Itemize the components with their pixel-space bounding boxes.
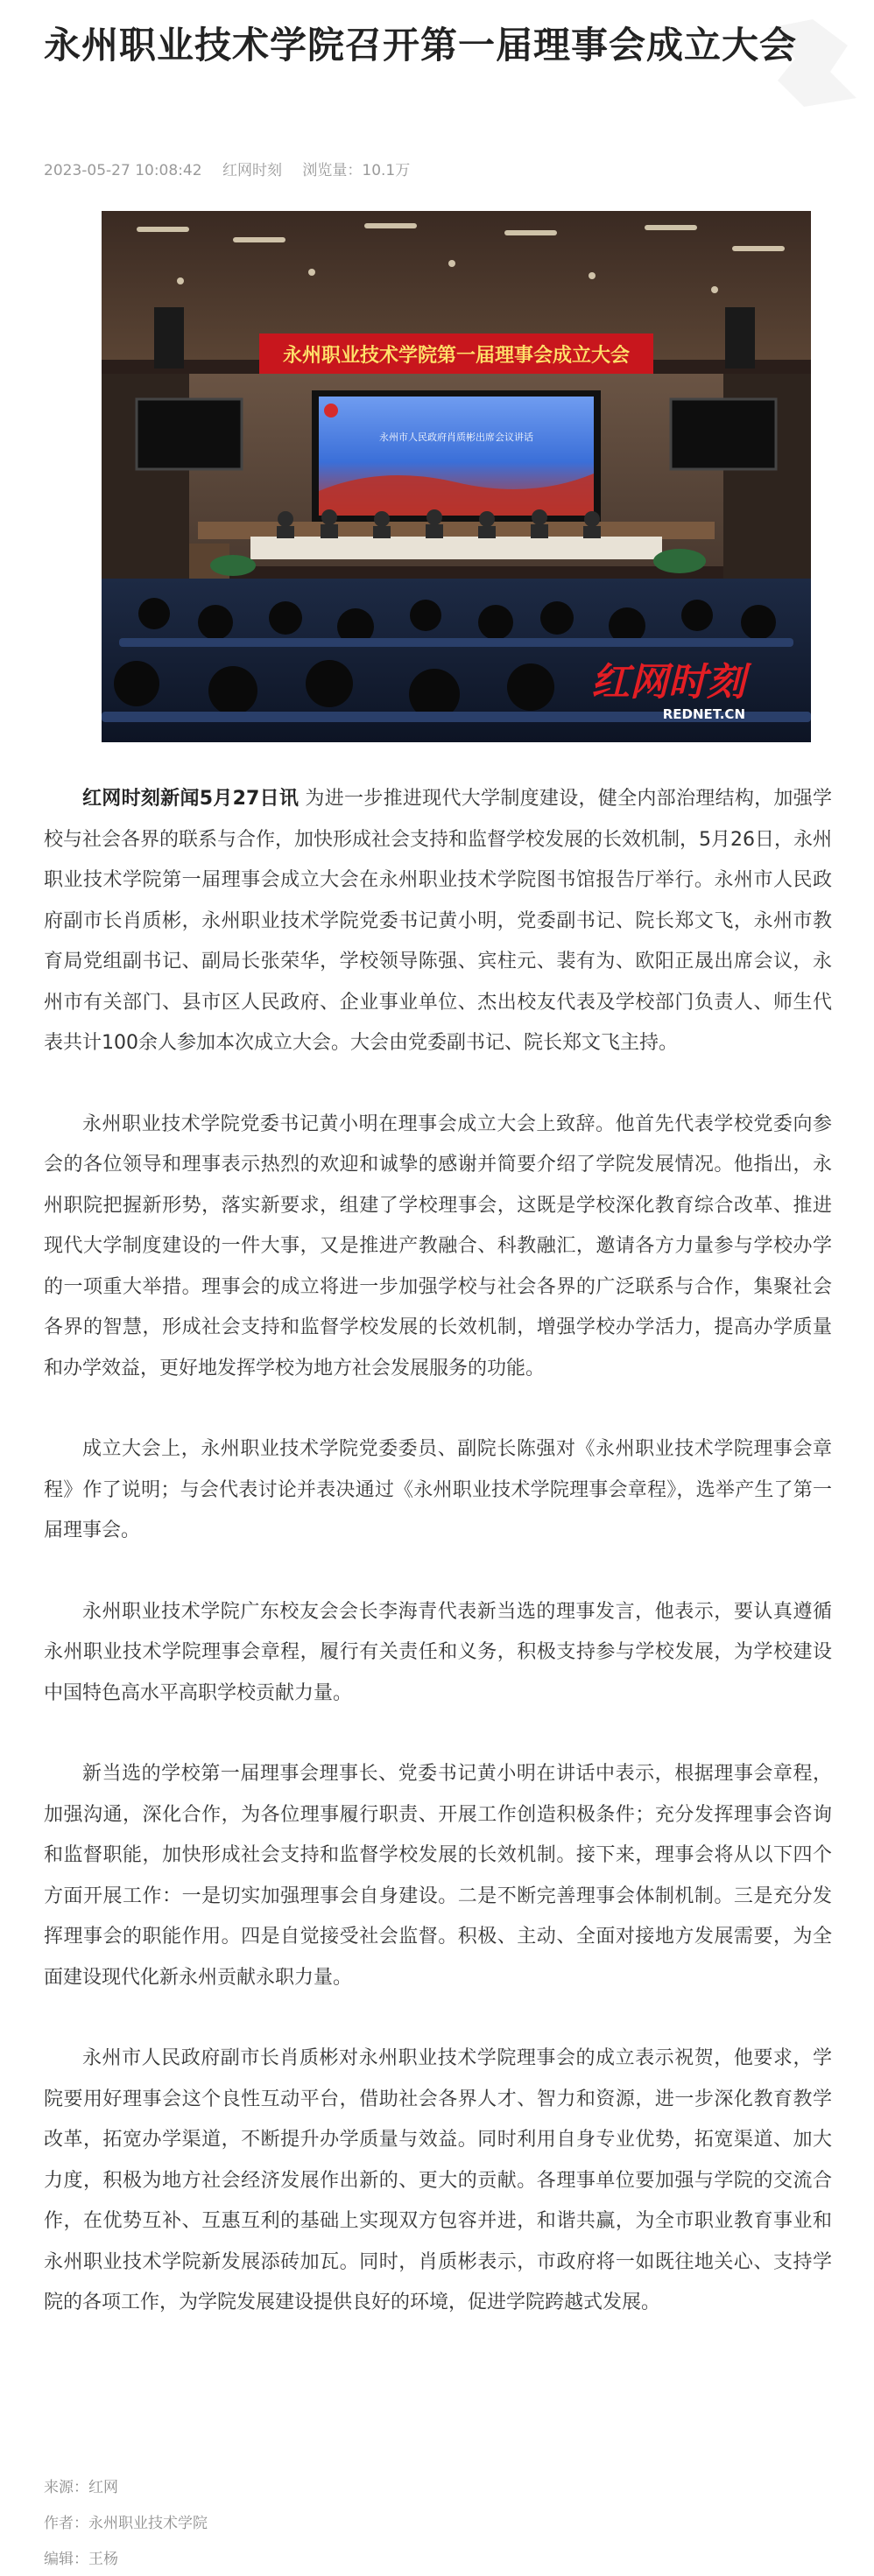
view-count: 浏览量：10.1万: [302, 162, 411, 179]
publish-date: 2023-05-27 10:08:42: [44, 162, 202, 179]
news-lead: 红网时刻新闻5月27日讯: [82, 788, 300, 810]
logo-main: 红网时刻: [591, 660, 745, 705]
paragraph-5: 新当选的学校第一届理事会理事长、党委书记黄小明在讲话中表示，根据理事会章程，加强沟通，深化合作，为各位理事履行职责、开展工作创造积极条件；充分发挥理事会咨询和监督职能，加快形成社会支持和监督学校发展的长效机制。接下来，理事会将从以下四个方面开展工作：一是切实加强理事会自身建设。二是不断完善理事会体制机制。三是充分发挥理事会的职能作用。四是自觉接受社会监督。积极、主动、全面对接地方发展需要，为全面建设现代化新永州贡献永职力量。: [44, 1763, 832, 1989]
paragraph-1: 红网时刻新闻5月27日讯 为进一步推进现代大学制度建设，健全内部治理结构，加强学校与社会各界的联系与合作，加快形成社会支持和监督学校发展的长效机制，5月26日，永州职业技术学院第一届理事会成立大会在永州职业技术学院图书馆报告厅举行。永州市人民政府副市长肖质彬，永州职业技术学院党委书记黄小明，党委副书记、院长郑文飞，永州市教育局党组副书记、副局长张荣华，学校领导陈强、宾柱元、裴有为、欧阳正晟出席会议，永州市有关部门、县市区人民政府、企业事业单位、杰出校友代表及学校部门负责人、师生代表共计100余人参加本次成立大会。大会由党委副书记、院长郑文飞主持。: [44, 788, 832, 1054]
footer-author: 作者：永州职业技术学院: [44, 2515, 208, 2532]
stage-banner: 永州职业技术学院第一届理事会成立大会: [282, 345, 631, 367]
paragraph-2: 永州职业技术学院党委书记黄小明在理事会成立大会上致辞。他首先代表学校党委向参会的各位领导和理事表示热烈的欢迎和诚挚的感谢并简要介绍了学院发展情况。他指出，永州职院把握新形势，落实新要求，组建了学校理事会，这既是学校深化教育综合改革、推进现代大学制度建设的一件大事，又是推进产教融合、科教融汇，邀请各方力量参与学校办学的一项重大举措。理事会的成立将进一步加强学校与社会各界的广泛联系与合作，集聚社会各界的智慧，形成社会支持和监督学校发展的长效机制，增强学校办学活力，提高办学质量和办学效益，更好地发挥学校为地方社会发展服务的功能。: [44, 1113, 832, 1379]
logo-sub: REDNET.CN: [662, 706, 745, 722]
source-name[interactable]: 红网时刻: [222, 162, 282, 179]
article-photo: [102, 211, 811, 742]
article-meta: [44, 158, 426, 179]
article-body: [44, 779, 832, 2364]
article-title: 永州职业技术学院召开第一届理事会成立大会: [44, 24, 798, 67]
paragraph-6: 永州市人民政府副市长肖质彬对永州职业技术学院理事会的成立表示祝贺，他要求，学院要用好理事会这个良性互动平台，借助社会各界人才、智力和资源，进一步深化教育教学改革，拓宽办学渠道，不断提升办学质量与效益。同时利用自身专业优势，拓宽渠道、加大力度，积极为地方社会经济发展作出新的、更大的贡献。各理事单位要加强与学院的交流合作，在优势互补、互惠互利的基础上实现双方包容并进，和谐共赢，为全市职业教育事业和永州职业技术学院新发展添砖加瓦。同时，肖质彬表示，市政府将一如既往地关心、支持学院的各项工作，为学院发展建设提供良好的环境，促进学院跨越式发展。: [44, 2047, 832, 2313]
paragraph-3: 成立大会上，永州职业技术学院党委委员、副院长陈强对《永州职业技术学院理事会章程》作了说明；与会代表讨论并表决通过《永州职业技术学院理事会章程》，选举产生了第一届理事会。: [44, 1438, 832, 1541]
conference-hall-photo: [102, 211, 811, 742]
article-footer: [44, 2470, 832, 2576]
footer-source: 来源：红网: [44, 2479, 118, 2496]
paragraph-4: 永州职业技术学院广东校友会会长李海青代表新当选的理事发言，他表示，要认真遵循永州职业技术学院理事会章程，履行有关责任和义务，积极支持参与学校发展，为学校建设中国特色高水平高职学校贡献力量。: [44, 1600, 832, 1704]
footer-editor: 编辑：王杨: [44, 2551, 118, 2568]
screen-caption: 永州市人民政府肖质彬出席会议讲话: [379, 432, 533, 443]
